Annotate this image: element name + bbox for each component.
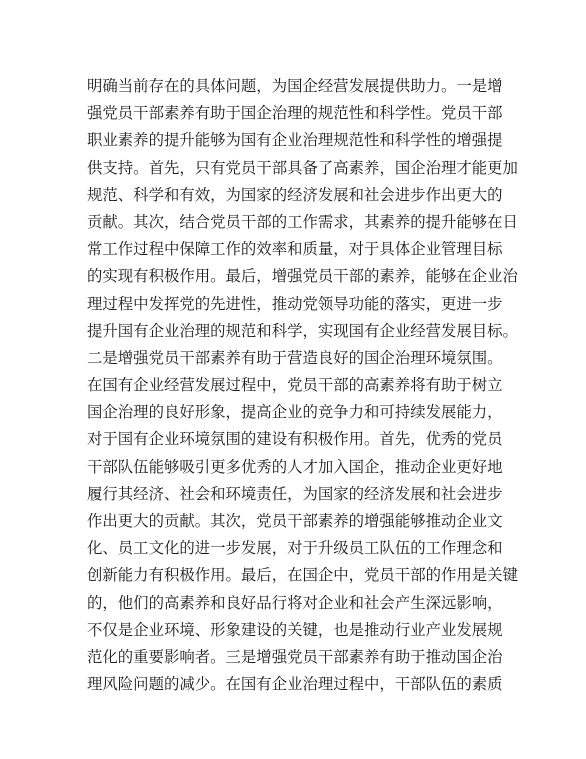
text-line: 干部队伍能够吸引更多优秀的人才加入国企，推动企业更好地 (87, 457, 503, 476)
text-line: 范化的重要影响者。三是增强党员干部素养有助于推动国企治 (87, 647, 503, 666)
text-line: 二是增强党员干部素养有助于营造良好的国企治理环境氛围。 (87, 348, 503, 367)
text-line: 不仅是企业环境、形象建设的关键，也是推动行业产业发展规 (87, 620, 503, 639)
text-line: 强党员干部素养有助于国企治理的规范性和科学性。党员干部 (87, 104, 503, 123)
text-line: 供支持。首先，只有党员干部具备了高素养，国企治理才能更加 (87, 158, 518, 177)
text-line: 贡献。其次，结合党员干部的工作需求，其素养的提升能够在日 (87, 212, 518, 231)
text-line: 国企治理的良好形象，提高企业的竞争力和可持续发展能力， (87, 403, 503, 422)
text-line: 理过程中发挥党的先进性，推动党领导功能的落实，更进一步 (87, 294, 503, 313)
text-line: 的实现有积极作用。最后，增强党员干部的素养，能够在企业治 (87, 267, 518, 286)
text-line: 创新能力有积极作用。最后，在国企中，党员干部的作用是关键 (87, 566, 518, 585)
text-line: 理风险问题的减少。在国有企业治理过程中，干部队伍的素质 (87, 675, 503, 694)
text-line: 规范、科学和有效，为国家的经济发展和社会进步作出更大的 (87, 185, 503, 204)
body-text (87, 73, 518, 698)
text-line: 明确当前存在的具体问题，为国企经营发展提供助力。一是增 (87, 77, 503, 95)
text-line: 对于国有企业环境氛围的建设有积极作用。首先，优秀的党员 (87, 430, 503, 449)
text-line: 提升国有企业治理的规范和科学，实现国有企业经营发展目标。 (87, 321, 518, 340)
text-line: 作出更大的贡献。其次，党员干部素养的增强能够推动企业文 (87, 512, 503, 530)
text-line: 在国有企业经营发展过程中，党员干部的高素养将有助于树立 (87, 376, 503, 395)
text-line: 的，他们的高素养和良好品行将对企业和社会产生深远影响， (87, 593, 503, 612)
text-line: 化、员工文化的进一步发展，对于升级员工队伍的工作理念和 (87, 539, 503, 558)
text-line: 履行其经济、社会和环境责任，为国家的经济发展和社会进步 (87, 484, 503, 503)
text-line: 职业素养的提升能够为国有企业治理规范性和科学性的增强提 (87, 131, 503, 150)
text-line: 常工作过程中保障工作的效率和质量，对于具体企业管理目标 (87, 240, 503, 259)
